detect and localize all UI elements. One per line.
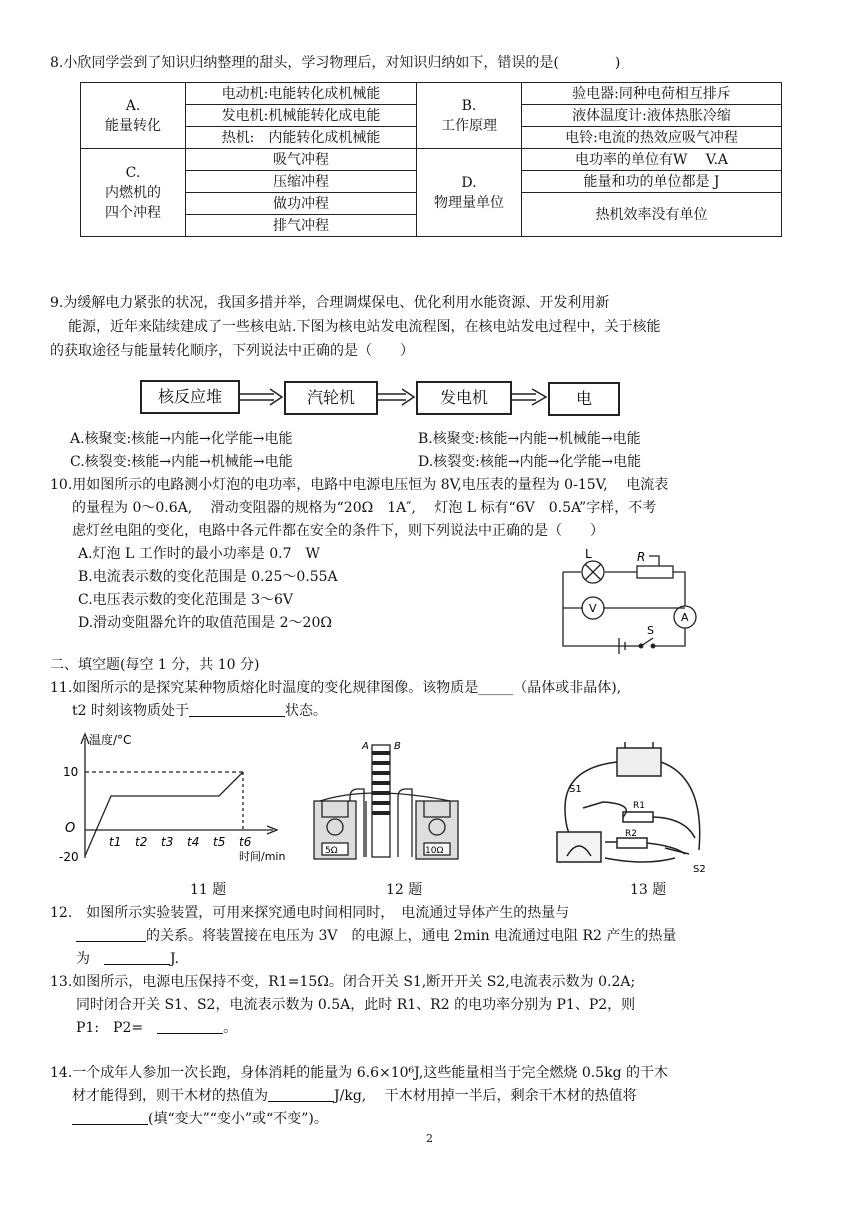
q8-cell-a-title <box>81 83 186 149</box>
section-2-heading: 二、填空题(每空 1 分，共 10 分) <box>50 657 260 673</box>
fig11-ylabel: 温度/°C <box>89 733 132 747</box>
q8-c-row-4: 排气冲程 <box>186 215 417 237</box>
q12-blank-2 <box>104 950 170 965</box>
fig11-xtick-t4: t4 <box>187 835 200 849</box>
fig11-xtick-t1: t1 <box>109 835 122 849</box>
q9-line-3: 的获取途径与能量转化顺序，下列说法中正确的是（ ） <box>50 343 414 359</box>
fig13-r1-icon <box>623 812 653 822</box>
q8-cell-c-title <box>81 149 186 237</box>
q8-b-row-3: 电铃:电流的热效应吸气冲程 <box>522 127 782 149</box>
q8-a-title: 能量转化 <box>105 117 161 134</box>
fig12-resistor-5: 5Ω <box>325 846 338 856</box>
q13-line-3 <box>76 1017 237 1039</box>
fig13-switch-s1-icon <box>583 802 603 808</box>
q9-option-d: D.核裂变:核能→内能→化学能→电能 <box>418 454 642 470</box>
fig11-xlabel: 时间/min <box>239 850 286 863</box>
fig12-apparatus <box>300 735 470 870</box>
q14-line-2-post: J/kg, 干木材用掉一半后，剩余干木材的热值将 <box>334 1088 637 1104</box>
q11-line-2-post: 状态。 <box>284 703 327 719</box>
q13-line-3-post: 。 <box>223 1020 238 1036</box>
q10-option-a: A.灯泡 L 工作时的最小功率是 0.7 W <box>78 546 320 562</box>
q8-d-row-3: 热机效率没有单位 <box>522 193 782 237</box>
q8-a-row-1: 电动机:电能转化成机械能 <box>186 83 417 105</box>
fig13-label-s1: S1 <box>569 784 582 795</box>
flow-box-reactor: 核反应堆 <box>140 380 240 414</box>
fig13-battery-icon <box>617 748 661 776</box>
q8-cell-b-title <box>417 83 522 149</box>
q10-line-2: 的量程为 0～0.6A, 滑动变阻器的规格为“20Ω 1A″, 灯泡 L 标有“6V 0.5A”字样，不考 <box>72 500 657 516</box>
q8-b-row-1: 验电器:同种电荷相互排斥 <box>522 83 782 105</box>
q13-line-3-pre: P1: P2= <box>76 1020 144 1036</box>
fig11-xtick-t5: t5 <box>213 835 226 849</box>
q10-line-1: 10.用如图所示的电路测小灯泡的电功率，电路中电源电压恒为 8V,电压表的量程为 0-15V, 电流表 <box>50 477 669 493</box>
q12-blank-1 <box>76 927 146 942</box>
flow-box-turbine: 汽轮机 <box>284 381 378 415</box>
q12-line-3 <box>76 948 179 970</box>
q8-b-head: B. <box>461 97 477 114</box>
q14-line-1: 14.一个成年人参加一次长跑，身体消耗的能量为 6.6×10⁶J,这些能量相当于完全燃烧 0.5kg 的干木 <box>50 1065 668 1081</box>
lamp-label: L <box>585 548 592 561</box>
caption-11: 11 题 <box>190 882 227 898</box>
q14-line-2 <box>72 1085 637 1107</box>
flow-arrow-icon <box>238 389 282 405</box>
caption-12: 12 题 <box>386 882 423 898</box>
q12-line-2-post: 的关系。将装置接在电压为 3V 的电源上，通电 2min 电流通过电阻 R2 产生的热量 <box>146 928 677 944</box>
fig13-label-r2: R2 <box>625 829 637 839</box>
fig11-melting-graph <box>55 728 305 868</box>
q8-c-row-2: 压缩冲程 <box>186 171 417 193</box>
q10-option-c: C.电压表示数的变化范围是 3～6V <box>78 592 294 608</box>
q8-a-head: A. <box>125 97 141 114</box>
rheostat-icon <box>637 566 673 578</box>
fig11-xtick-t2: t2 <box>135 835 148 849</box>
fig13-label-s2: S2 <box>693 864 706 873</box>
flow-arrow-icon <box>510 389 546 405</box>
q11-blank <box>189 702 285 717</box>
fig13-circuit-photo <box>545 738 720 873</box>
fig11-ytick-0: O <box>65 821 76 836</box>
q8-d-row-1: 电功率的单位有W V.A <box>522 149 782 171</box>
switch-label: S <box>647 624 654 637</box>
q11-line-2 <box>72 700 327 722</box>
q14-line-3-post: (填“变大”“变小”或“不变”)。 <box>148 1111 328 1127</box>
q12-line-3-post: J. <box>170 951 179 967</box>
flow-box-generator: 发电机 <box>416 381 512 415</box>
fig12-label-a: A <box>362 741 369 752</box>
q14-line-3 <box>72 1108 328 1130</box>
q14-line-2-pre: 材才能得到，则干木材的热值为 <box>72 1088 268 1104</box>
q9-line-1: 9.为缓解电力紧张的状况，我国多措并举，合理调煤保电、优化利用水能资源、开发利用新 <box>50 295 610 311</box>
q13-line-1: 13.如图所示，电源电压保持不变，R1=15Ω。闭合开关 S1,断开开关 S2,电流表示数为 0.2A; <box>50 974 636 990</box>
q12-line-3-pre: 为 <box>76 951 90 967</box>
q13-blank <box>157 1019 223 1034</box>
q12-line-1: 12. 如图所示实验装置，可用来探究通电时间相同时， 电流通过导体产生的热量与 <box>50 905 570 921</box>
q10-circuit-diagram <box>545 548 715 658</box>
q8-table <box>80 82 782 237</box>
fig11-ytick-minus20: -20 <box>59 850 79 864</box>
q9-option-a: A.核聚变:核能→内能→化学能→电能 <box>70 431 293 447</box>
q8-c-row-1: 吸气冲程 <box>186 149 417 171</box>
fig11-xtick-t6: t6 <box>239 835 252 849</box>
q11-line-2-pre: t2 时刻该物质处于 <box>72 703 189 719</box>
q8-d-row-2: 能量和功的单位都是 J <box>522 171 782 193</box>
fig13-ammeter-icon <box>557 832 601 862</box>
caption-13: 13 题 <box>630 882 667 898</box>
q8-c-row-3: 做功冲程 <box>186 193 417 215</box>
q11-line-1: 11.如图所示的是探究某种物质熔化时温度的变化规律图像。该物质是_____（晶体或非晶体), <box>50 680 622 696</box>
q9-option-b: B.核聚变:核能→内能→机械能→电能 <box>418 431 641 447</box>
q12-line-2 <box>76 925 676 947</box>
voltmeter-label: V <box>589 602 597 615</box>
rheostat-label: R <box>637 550 646 564</box>
q8-stem: 8.小欣同学尝到了知识归纳整理的甜头，学习物理后，对知识归纳如下，错误的是( ) <box>50 55 621 71</box>
fig12-label-b: B <box>394 741 401 752</box>
q14-blank-2 <box>72 1110 148 1125</box>
q8-c-title-2: 四个冲程 <box>105 204 161 221</box>
page-number: 2 <box>426 1132 433 1145</box>
q10-line-3: 虑灯丝电阻的变化，电路中各元件都在安全的条件下，则下列说法中正确的是（ ） <box>72 523 604 539</box>
q8-c-title-1: 内燃机的 <box>105 184 161 201</box>
fig13-r2-icon <box>617 838 647 848</box>
q8-d-head: D. <box>461 174 477 191</box>
q8-a-row-3: 热机: 内能转化成机械能 <box>186 127 417 149</box>
q9-line-2: 能源，近年来陆续建成了一些核电站.下图为核电站发电流程图，在核电站发电过程中，关于核能 <box>68 319 661 335</box>
fig11-xtick-t3: t3 <box>161 835 174 849</box>
q10-option-d: D.滑动变阻器允许的取值范围是 2～20Ω <box>78 615 332 631</box>
q9-option-c: C.核裂变:核能→内能→机械能→电能 <box>70 454 293 470</box>
fig12-resistor-10: 10Ω <box>425 846 444 856</box>
flow-arrows <box>236 386 556 412</box>
q14-blank-1 <box>268 1087 334 1102</box>
q10-option-b: B.电流表示数的变化范围是 0.25～0.55A <box>78 569 338 585</box>
q8-c-head: C. <box>125 164 141 181</box>
q8-d-title: 物理量单位 <box>434 194 504 211</box>
fig13-label-r1: R1 <box>633 801 645 811</box>
q13-line-2: 同时闭合开关 S1、S2，电流表示数为 0.5A，此时 R1、R2 的电功率分别为 P1、P2，则 <box>76 997 636 1013</box>
ammeter-label: A <box>681 611 689 624</box>
q8-a-row-2: 发电机:机械能转化成电能 <box>186 105 417 127</box>
q8-b-title: 工作原理 <box>441 117 497 134</box>
fig11-ytick-10: 10 <box>63 765 79 779</box>
q8-b-row-2: 液体温度计:液体热胀冷缩 <box>522 105 782 127</box>
q8-cell-d-title <box>417 149 522 237</box>
flow-box-electricity: 电 <box>548 382 620 416</box>
flow-arrow-icon <box>376 389 414 405</box>
